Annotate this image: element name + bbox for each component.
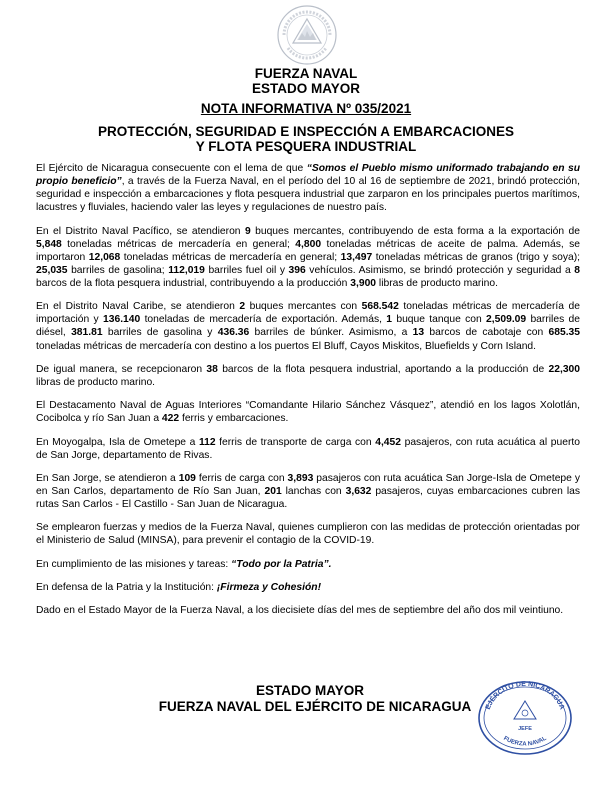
paragraph-inland-waters: El Destacamento Naval de Aguas Interiores “Comandante Hilario Sánchez Vásquez”, atendió en los lagos Xolotlán, Cocibolca y río San Juan a 422 ferris y embarcaciones. — [36, 400, 580, 425]
seal-top-text: EJÉRCITO DE NICARAGUA — [484, 680, 566, 711]
seal-bottom-text: FUERZA NAVAL — [502, 735, 548, 748]
paragraph-missions: En cumplimiento de las misiones y tareas: “Todo por la Patria”. — [36, 558, 332, 570]
paragraph-pacific: En el Distrito Naval Pacífico, se atendieron 9 buques mercantes, contribuyendo de esta forma a la exportación de 5,848 toneladas métricas de mercadería en general; 4,800 toneladas métricas de aceite de palma. Además, se importaron 12,068 toneladas métricas de mercadería en general; 13,497 toneladas métricas de granos (trigo y soya); 25,035 barriles de gasolina; 112,019 barriles fuel oil y 396 vehículos. Asimismo, se brindó protección y seguridad a 8 barcos de la flota pesquera industrial, contribuyendo a la producción 3,900 libras de producto marino. — [36, 225, 580, 289]
footer-line-2: FUERZA NAVAL DEL EJÉRCITO DE NICARAGUA — [158, 699, 472, 714]
official-seal-icon — [474, 677, 576, 757]
seal-mid-text: JEFE — [518, 726, 532, 732]
paragraph-fishing-fleet: De igual manera, se recepcionaron 38 barcos de la flota pesquera industrial, aportando a la producción de 22,300 libras de producto marino. — [36, 363, 580, 388]
paragraph-caribbean: En el Distrito Naval Caribe, se atendieron 2 buques mercantes con 568.542 toneladas métricas de mercadería de importación y 136.140 toneladas de mercadería de exportación. Además, 1 buque tanque con 2,509.09 barriles de diésel, 381.81 barriles de gasolina y 436.36 barriles de búnker. Asimismo, a 13 barcos de cabotaje con 685.35 toneladas métricas de mercadería con destino a los puertos El Bluff, Cayos Miskitos, Bluefields y Corn Island. — [36, 301, 581, 352]
svg-text:EJÉRCITO DE NICARAGUA — [485, 681, 566, 711]
paragraph-san-jorge: En San Jorge, se atendieron a 109 ferris de carga con 3,893 pasajeros con ruta acuática San Jorge-Isla de Ometepe y en San Carlos, departamento de Río San Juan, 201 lanchas con 3,632 pasajeros, cuyas embarcaciones cubren las rutas San Carlos - El Castillo - San Juan de Nicaragua. — [36, 472, 581, 511]
header-line-1: FUERZA NAVAL — [254, 66, 358, 81]
body-text — [36, 162, 580, 628]
nicaragua-coat-of-arms-icon — [276, 4, 338, 66]
paragraph-defense: En defensa de la Patria y la Institución: ¡Firmeza y Cohesión! — [36, 582, 322, 594]
paragraph-moyogalpa: En Moyogalpa, Isla de Ometepe a 112 ferris de transporte de carga con 4,452 pasajeros, con ruta acuática al puerto de San Jorge, departamento de Rivas. — [36, 436, 580, 461]
header-line-2: ESTADO MAYOR — [251, 81, 360, 96]
paragraph-date: Dado en el Estado Mayor de la Fuerza Naval, a los diecisiete días del mes de septiembre del año dos mil veintiuno. — [36, 605, 564, 617]
svg-text:FUERZA NAVAL — [502, 736, 548, 748]
footer-line-1: ESTADO MAYOR — [255, 683, 364, 698]
title-line-2: Y FLOTA PESQUERA INDUSTRIAL — [195, 139, 417, 154]
paragraph-intro: El Ejército de Nicaragua consecuente con el lema de que “Somos el Pueblo mismo uniformado trabajando en su propio beneficio”, a través de la Fuerza Naval, en el período del 10 al 16 de septiembre de 2021, brindó protección, seguridad e inspección a embarcaciones y flota pesquera industrial que zarparon en los principales puertos marítimos, lacustres y fluviales, haciendo valer las leyes y regulaciones de nuestro país. — [36, 163, 581, 214]
note-number: NOTA INFORMATIVA Nº 035/2021 — [200, 101, 412, 116]
army-motto: “Somos el Pueblo mismo uniformado trabajando en su propio beneficio” — [36, 163, 581, 188]
title-line-1: PROTECCIÓN, SEGURIDAD E INSPECCIÓN A EMBARCACIONES — [97, 124, 515, 139]
paragraph-covid-measures: Se emplearon fuerzas y medios de la Fuerza Naval, quienes cumplieron con las medidas de protección orientadas por el Ministerio de Salud (MINSA), para prevenir el contagio de la COVID-19. — [36, 522, 580, 547]
